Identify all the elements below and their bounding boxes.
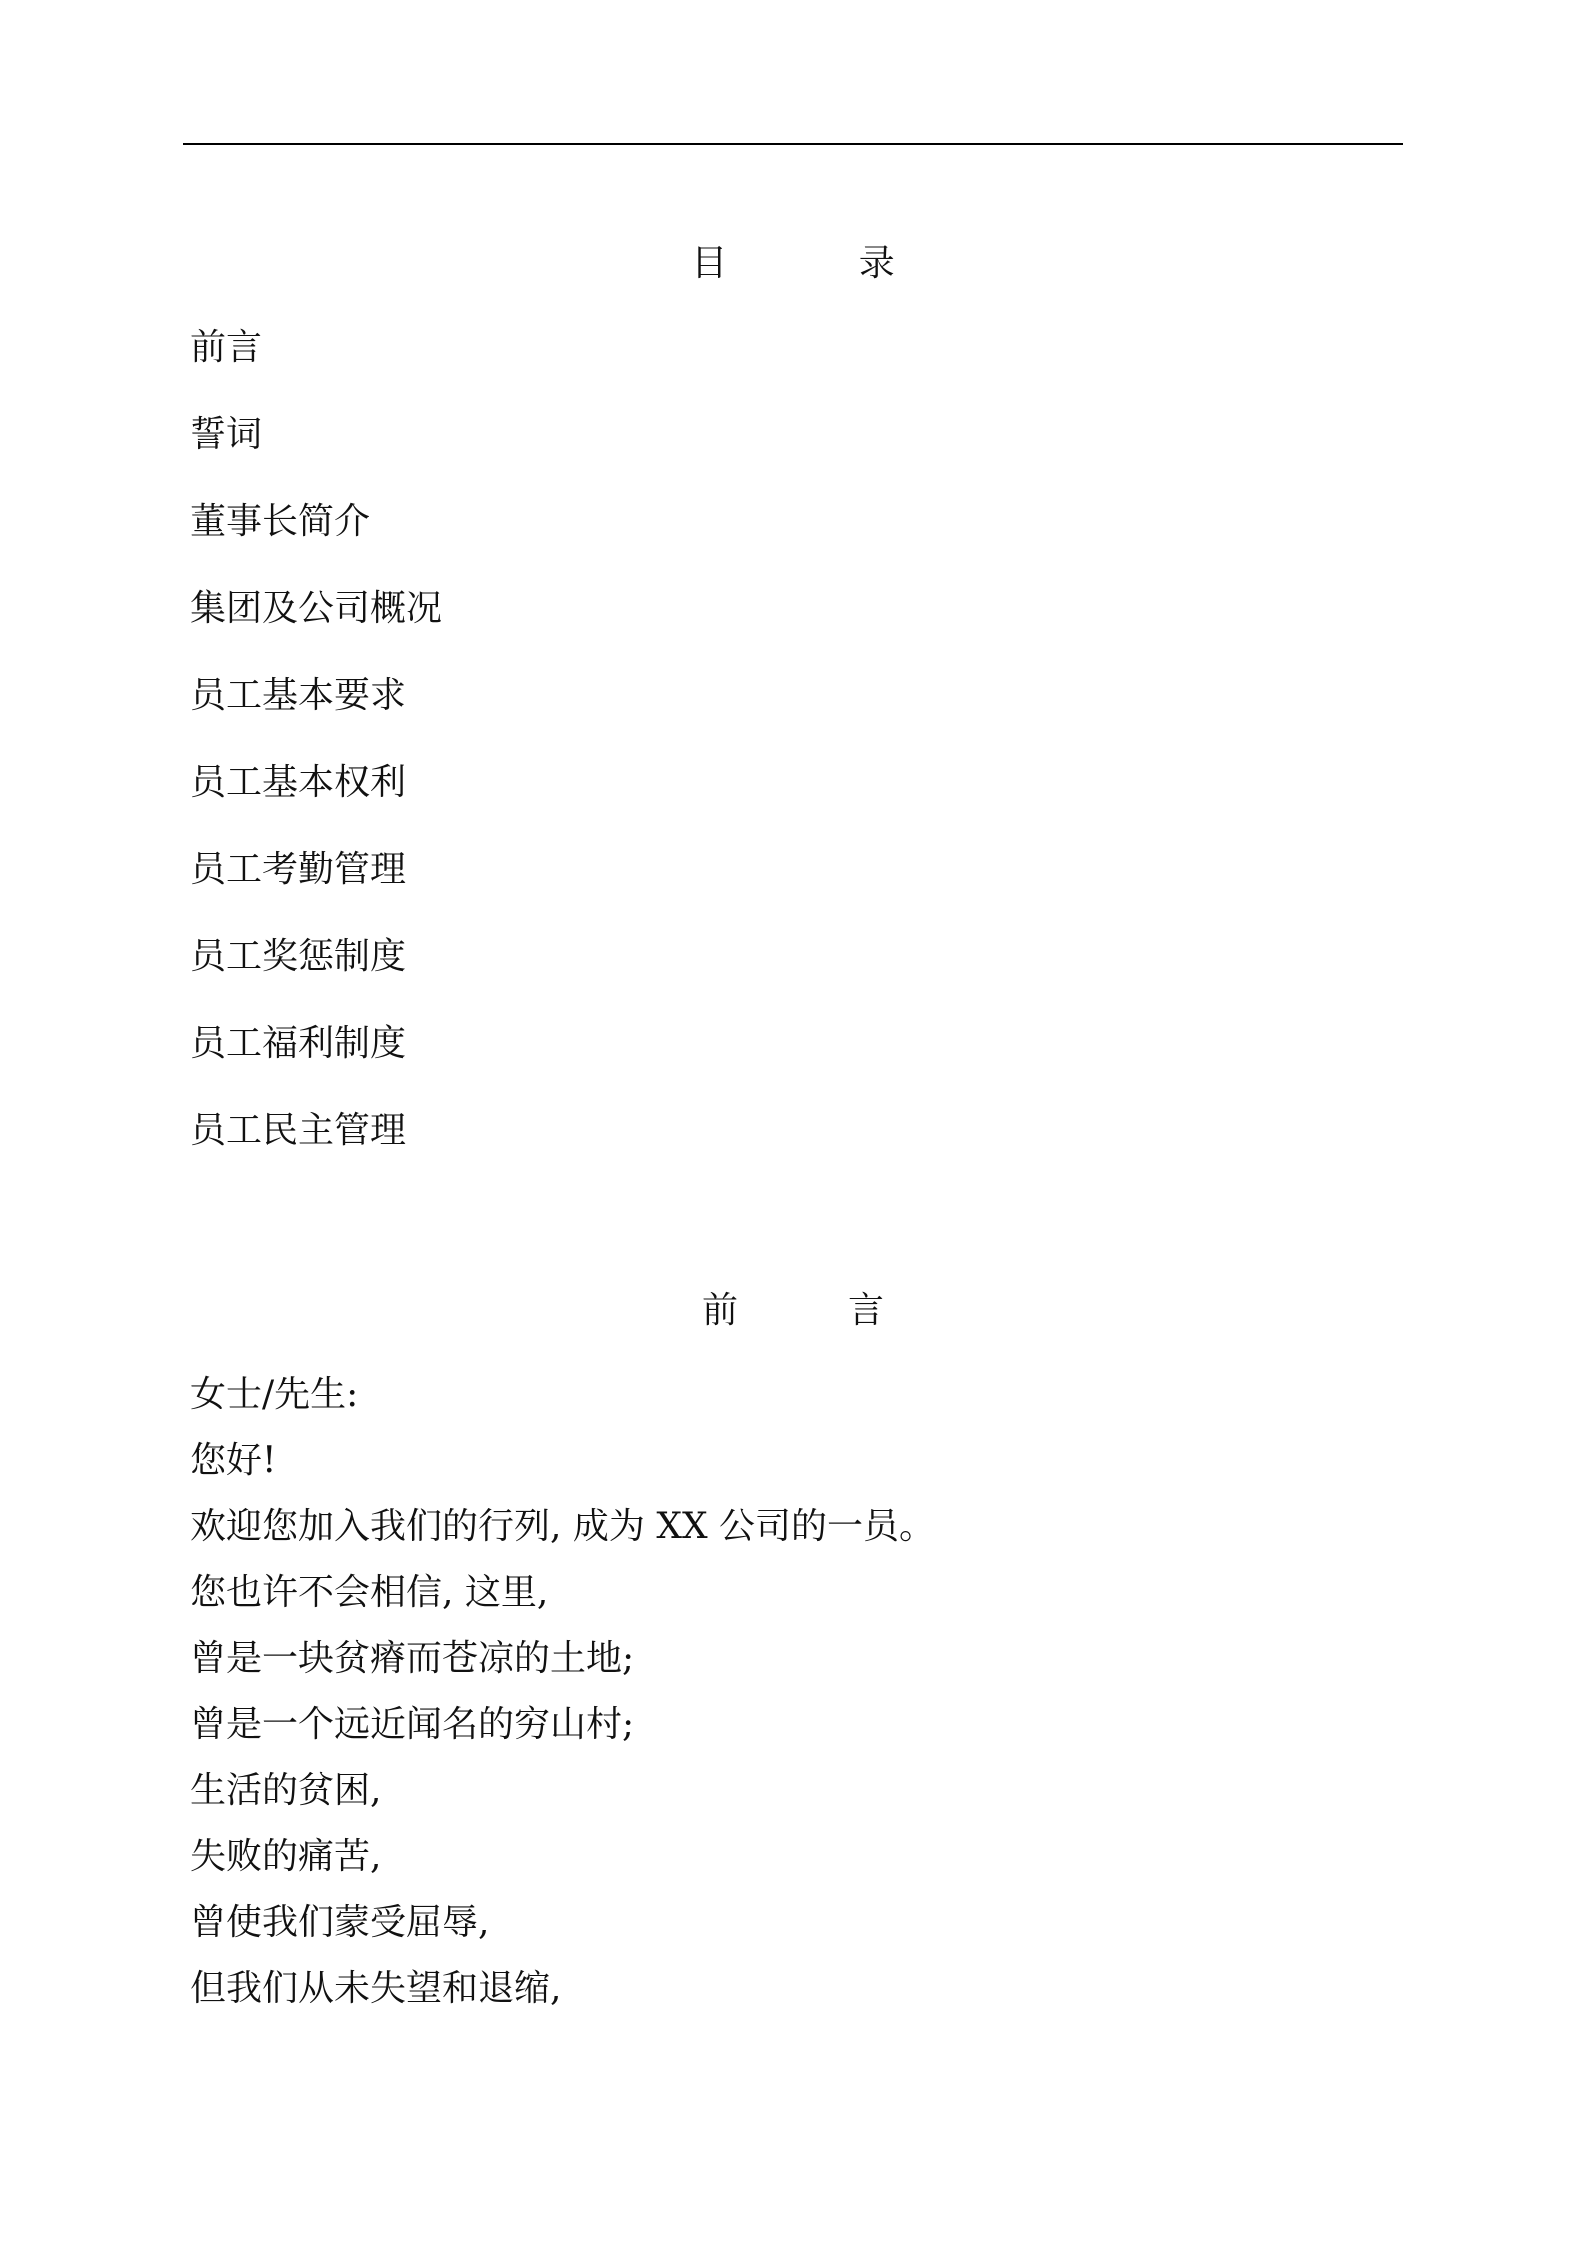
preface-line: 女士/先生: [190, 1374, 359, 1415]
toc-item-preface: 前言 [190, 327, 263, 368]
toc-title: 目 录 [691, 243, 955, 284]
preface-line: 曾是一个远近闻名的穷山村; [190, 1704, 635, 1745]
toc-item-company-overview: 集团及公司概况 [190, 588, 443, 629]
toc-item-attendance: 员工考勤管理 [190, 849, 407, 890]
toc-list [190, 324, 442, 1194]
preface-line: 失败的痛苦, [190, 1836, 382, 1877]
toc-item-benefits: 员工福利制度 [190, 1023, 407, 1064]
preface-body [190, 1362, 935, 2022]
toc-item-oath: 誓词 [190, 414, 263, 455]
preface-line: 您好! [190, 1440, 277, 1481]
preface-line: 生活的贫困, [190, 1770, 382, 1811]
header-rule [183, 143, 1403, 145]
toc-item-basic-rights: 员工基本权利 [190, 762, 407, 803]
toc-item-chairman-profile: 董事长简介 [190, 501, 371, 542]
toc-item-rewards-penalties: 员工奖惩制度 [190, 936, 407, 977]
preface-line: 曾是一块贫瘠而苍凉的土地; [190, 1638, 635, 1679]
preface-line: 您也许不会相信, 这里, [190, 1572, 549, 1613]
toc-item-democratic-management: 员工民主管理 [190, 1110, 407, 1151]
preface-line: 曾使我们蒙受屈辱, [190, 1902, 490, 1943]
toc-item-basic-requirements: 员工基本要求 [190, 675, 407, 716]
preface-line: 欢迎您加入我们的行列, 成为 XX 公司的一员。 [190, 1506, 936, 1547]
preface-line: 但我们从未失望和退缩, [190, 1968, 562, 2009]
preface-title: 前言 [701, 1290, 994, 1331]
